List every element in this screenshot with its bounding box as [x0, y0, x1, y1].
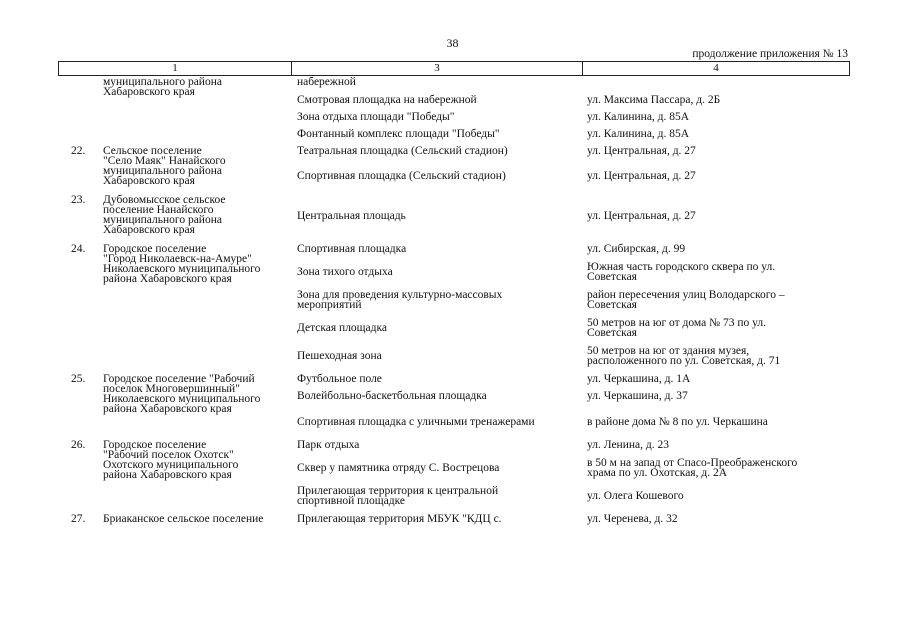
entity-line: поселок Многовершинный": [103, 383, 240, 395]
entity-line: района Хабаровского края: [103, 273, 232, 285]
entity-line: Хабаровского края: [103, 224, 195, 236]
entity-line: Городское поселение: [103, 439, 207, 451]
entity-line: Дубовомысское сельское: [103, 194, 226, 206]
place-line: Зона тихого отдыха: [297, 266, 393, 278]
place-line: Зона отдыха площади "Победы": [297, 111, 455, 123]
place-line: Спортивная площадка: [297, 243, 407, 255]
address-line: Южная часть городского сквера по ул.: [587, 261, 776, 273]
address-line: ул. Олега Кошевого: [587, 490, 684, 502]
page-number: 38: [446, 36, 459, 50]
entity-line: Городское поселение: [103, 243, 207, 255]
entity-line: района Хабаровского края: [103, 403, 232, 415]
row-number: 24.: [71, 243, 86, 255]
place-line: Парк отдыха: [297, 439, 360, 451]
address-line: ул. Максима Пассара, д. 2Б: [587, 94, 721, 106]
address-line: расположенного по ул. Советская, д. 71: [587, 355, 781, 367]
place-line: спортивной площадке: [297, 495, 406, 507]
entity-line: "Рабочий поселок Охотск": [103, 449, 234, 461]
entity-line: Сельское поселение: [103, 145, 202, 157]
row-number: 23.: [71, 194, 86, 206]
address-line: ул. Калинина, д. 85А: [587, 128, 690, 140]
place-line: Смотровая площадка на набережной: [297, 94, 477, 106]
place-line: Зона для проведения культурно-массовых: [297, 289, 503, 301]
entity-line: Охотского муниципального: [103, 459, 239, 471]
address-line: 50 метров на юг от дома № 73 по ул.: [587, 317, 766, 329]
address-line: ул. Центральная, д. 27: [587, 145, 696, 157]
header-col-1: 1: [172, 62, 178, 74]
place-line: набережной: [297, 76, 356, 88]
address-line: ул. Черенева, д. 32: [587, 513, 678, 525]
place-line: Центральная площадь: [297, 210, 406, 222]
address-line: Советская: [587, 271, 637, 283]
address-line: храма по ул. Охотская, д. 2А: [587, 467, 727, 479]
address-line: в 50 м на запад от Спасо-Преображенского: [587, 457, 798, 469]
entity-line: Хабаровского края: [103, 175, 195, 187]
place-line: Детская площадка: [297, 322, 388, 334]
place-line: Спортивная площадка (Сельский стадион): [297, 170, 506, 182]
place-line: Пешеходная зона: [297, 350, 382, 362]
entity-line: Бриаканское сельское поселение: [103, 513, 264, 525]
header-col-3: 3: [434, 62, 440, 74]
place-line: Волейбольно-баскетбольная площадка: [297, 390, 487, 402]
entity-line: Хабаровского края: [103, 86, 195, 98]
table-header-row: [58, 61, 850, 76]
address-line: 50 метров на юг от здания музея,: [587, 345, 750, 357]
header-col-4: 4: [713, 62, 719, 74]
continuation-note: продолжение приложения № 13: [692, 48, 848, 60]
place-line: мероприятий: [297, 299, 362, 311]
entity-line: муниципального района: [103, 76, 222, 88]
place-line: Сквер у памятника отряду С. Вострецова: [297, 462, 500, 474]
entity-line: поселение Нанайского: [103, 204, 214, 216]
row-number: 25.: [71, 373, 86, 385]
entity-line: Городское поселение "Рабочий: [103, 373, 255, 385]
entity-line: муниципального района: [103, 214, 222, 226]
address-line: ул. Черкашина, д. 1А: [587, 373, 691, 385]
entity-line: муниципального района: [103, 165, 222, 177]
place-line: Фонтанный комплекс площади "Победы": [297, 128, 500, 140]
address-line: ул. Сибирская, д. 99: [587, 243, 686, 255]
address-line: ул. Центральная, д. 27: [587, 170, 696, 182]
entity-line: Николаевского муниципального: [103, 393, 261, 405]
address-line: ул. Черкашина, д. 37: [587, 390, 688, 402]
place-line: Спортивная площадка с уличными тренажерами: [297, 416, 535, 428]
place-line: Театральная площадка (Сельский стадион): [297, 145, 508, 157]
row-number: 22.: [71, 145, 86, 157]
place-line: Прилегающая территория к центральной: [297, 485, 499, 497]
entity-line: "Город Николаевск-на-Амуре": [103, 253, 252, 265]
entity-line: района Хабаровского края: [103, 469, 232, 481]
address-line: ул. Ленина, д. 23: [587, 439, 669, 451]
address-line: Советская: [587, 327, 637, 339]
place-line: Прилегающая территория МБУК "КДЦ с.: [297, 513, 502, 525]
entity-line: Николаевского муниципального: [103, 263, 261, 275]
row-number: 27.: [71, 513, 86, 525]
address-line: ул. Калинина, д. 85А: [587, 111, 690, 123]
place-line: Футбольное поле: [297, 373, 382, 385]
address-line: район пересечения улиц Володарского –: [587, 289, 785, 301]
row-number: 26.: [71, 439, 86, 451]
address-line: Советская: [587, 299, 637, 311]
entity-line: "Село Маяк" Нанайского: [103, 155, 226, 167]
address-line: ул. Центральная, д. 27: [587, 210, 696, 222]
address-line: в районе дома № 8 по ул. Черкашина: [587, 416, 768, 428]
